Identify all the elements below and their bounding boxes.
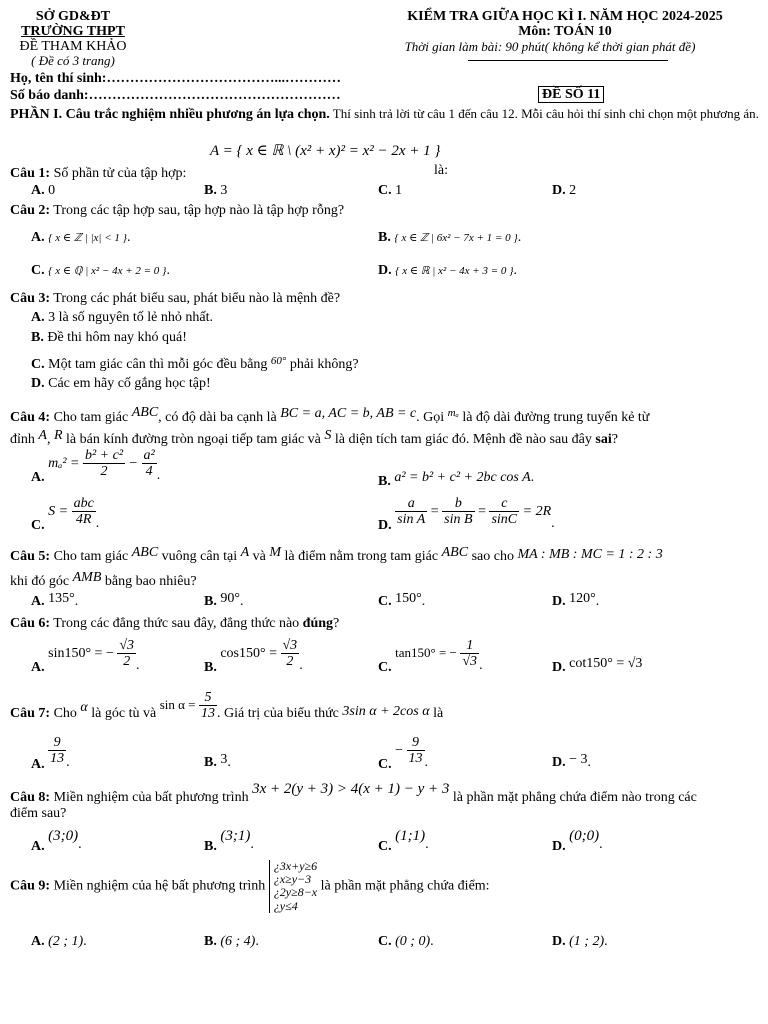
q9-stem: Câu 9: Miền nghiệm của hệ bất phương trình ¿3x+y≥6 ¿x≥y−3 ¿2y≥8−x ¿y≤4 là phần mặt phẳng chứa điểm: [10, 859, 490, 913]
q5-option-a[interactable]: A. 135°. [31, 591, 79, 609]
q6-option-d[interactable]: D. cot150° = √3 [552, 656, 643, 675]
part1-desc: Thí sinh trả lời từ câu 1 đến câu 12. Mỗi câu hỏi thí sinh chỉ chọn một phương án. [329, 106, 759, 121]
q2-label: Câu 2: [10, 203, 51, 218]
q7-stem: Câu 7: Cho α là góc tù và sin α = $\frac{5}{13}$ . Giá trị của biểu thức 3sin α + 2cos α là [10, 690, 444, 722]
exam-code: ĐỀ SỐ 11 [538, 86, 604, 103]
q5-stem-line1: Câu 5: Cho tam giác ABC vuông cân tại A và M là điểm nằm trong tam giác ABC sao cho MA : MB : MC = 1 : 2 : 3 [10, 545, 663, 564]
q6-label: Câu 6: [10, 616, 51, 631]
q6-option-b[interactable]: B. cos150° = $\frac{√3}{2}$ . [204, 638, 303, 676]
q2-stem [10, 203, 344, 219]
q8-stem-line1: Câu 8: Miền nghiệm của bất phương trình 3x + 2(y + 3) > 4(x + 1) − y + 3 là phần mặt phẳng chứa điểm nào trong các [10, 781, 697, 805]
q1-label: Câu 1: [10, 166, 51, 181]
q3-option-c[interactable]: C. Một tam giác cân thì mỗi góc đều bằng $^{60^\circ}$ phải không? [31, 355, 359, 372]
q9-label: Câu 9: [10, 878, 51, 894]
q5-option-b[interactable]: B. 90°. [204, 591, 244, 609]
q7-label: Câu 7: [10, 706, 51, 722]
q3-option-a[interactable]: A. 3 là số nguyên tố lẻ nhỏ nhất. [31, 310, 213, 325]
q8-option-d[interactable]: D. (0;0). [552, 828, 603, 854]
q5-option-d[interactable]: D. 120°. [552, 591, 600, 609]
ref-exam-label: ĐỀ THAM KHẢO [19, 39, 127, 54]
subject: Môn: TOÁN 10 [518, 24, 612, 39]
q6-option-c[interactable]: C. tan150° = − $\frac{1}{√3}$ . [378, 638, 483, 676]
q4-label: Câu 4: [10, 410, 51, 425]
q7-option-a[interactable]: A. $\frac{9}{13}$ . [31, 735, 70, 773]
candidate-name-line: Họ, tên thí sinh:………………………………...………… [10, 71, 341, 86]
q2-option-c[interactable]: C. { x ∈ ℚ | x² − 4x + 2 = 0 }. [31, 263, 170, 278]
q4-option-b[interactable]: B. a² = b² + c² + 2bc cos A. [378, 470, 535, 489]
q8-label: Câu 8: [10, 790, 51, 805]
q7-option-c[interactable]: C. − $\frac{9}{13}$ . [378, 735, 429, 773]
q9-option-c[interactable]: C. (0 ; 0). [378, 934, 434, 949]
q1-option-b[interactable]: B. 3 [204, 183, 228, 198]
q2-option-a[interactable]: A. { x ∈ ℤ | |x| < 1 }. [31, 230, 131, 245]
q3-option-b[interactable]: B. Đề thi hôm nay khó quá! [31, 330, 187, 345]
q3-label: Câu 3: [10, 291, 51, 306]
q2-option-b[interactable]: B. { x ∈ ℤ | 6x² − 7x + 1 = 0 }. [378, 230, 522, 245]
q1-stem [10, 166, 186, 182]
q1-set: A = { x ∈ ℝ \ (x² + x)² = x² − 2x + 1 } [210, 143, 441, 159]
page-count: ( Đề có 3 trang) [31, 53, 115, 68]
q6-stem: Câu 6: Trong các đẳng thức sau đây, đẳng thức nào đúng? [10, 616, 340, 631]
q4-stem-line2: đỉnh A, R là bán kính đường tròn ngoại tiếp tam giác và S là diện tích tam giác đó. Mệnh đề nào sau đây sai? [10, 428, 618, 447]
header-rule [468, 60, 668, 61]
school-name: TRƯỜNG THPT [21, 24, 125, 39]
q4-option-c[interactable]: C. S = $\frac{\text{abc}}{4R}$ . [31, 496, 100, 534]
q1-option-d[interactable]: D. 2 [552, 183, 577, 198]
q5-option-c[interactable]: C. 150°. [378, 591, 426, 609]
dept-name: SỞ GD&ĐT [35, 9, 111, 24]
q7-option-b[interactable]: B. 3. [204, 752, 231, 770]
part1-intro [10, 106, 760, 124]
q1-option-c[interactable]: C. 1 [378, 183, 403, 198]
q1-option-a[interactable]: A. 0 [31, 183, 56, 198]
q1-text: Số phần tử của tập hợp: [50, 166, 187, 181]
q9-system: ¿3x+y≥6 ¿x≥y−3 ¿2y≥8−x ¿y≤4 [269, 860, 317, 913]
q9-option-a[interactable]: A. (2 ; 1). [31, 934, 87, 949]
q8-option-a[interactable]: A. (3;0). [31, 828, 82, 854]
q4-stem-line1: Câu 4: Cho tam giác ABC, có độ dài ba cạnh là BC = a, AC = b, AB = c. Gọi $^{m_a}$ là độ dài đường trung tuyến kẻ từ [10, 405, 650, 425]
part1-title: PHẦN I. Câu trắc nghiệm nhiều phương án lựa chọn. [10, 107, 330, 122]
q8-option-c[interactable]: C. (1;1). [378, 828, 429, 854]
q7-option-d[interactable]: D. − 3. [552, 752, 592, 770]
q3-stem [10, 291, 340, 307]
candidate-id-line: Số báo danh:……………………………………………… [10, 88, 341, 103]
q2-option-d[interactable]: D. { x ∈ ℝ | x² − 4x + 3 = 0 }. [378, 263, 518, 278]
q9-option-b[interactable]: B. (6 ; 4). [204, 934, 259, 949]
q4-option-a[interactable]: A. mₐ² = $\frac{\text{b² + c²}}{2}$ − $\frac{\text{a²}}{4}$ . [31, 448, 161, 486]
q3-text: Trong các phát biểu sau, phát biểu nào là mệnh đề? [50, 291, 341, 306]
q8-stem-line2: điểm sau? [10, 806, 67, 821]
q1-tail: là: [434, 163, 448, 178]
q8-option-b[interactable]: B. (3;1). [204, 828, 254, 854]
q4-option-d[interactable]: D. $\frac{a}{\text{sin A}}$ = $\frac{b}{\text{sin B}}$ = $\frac{c}{\sin C}$ = 2R. [378, 496, 555, 534]
q6-option-a[interactable]: A. sin150° = − $\frac{√3}{2}$ . [31, 638, 140, 676]
q5-stem-line2: khi đó góc AMB bằng bao nhiêu? [10, 570, 197, 589]
q3-option-d[interactable]: D. Các em hãy cố gắng học tập! [31, 376, 211, 391]
exam-code-box [538, 87, 604, 103]
q9-option-d[interactable]: D. (1 ; 2). [552, 934, 608, 949]
exam-title: KIỂM TRA GIỮA HỌC KÌ I. NĂM HỌC 2024-2025 [407, 9, 723, 24]
q5-label: Câu 5: [10, 549, 51, 564]
exam-time: Thời gian làm bài: 90 phút( không kể thời gian phát đề) [404, 39, 696, 54]
q2-text: Trong các tập hợp sau, tập hợp nào là tập hợp rỗng? [50, 203, 345, 218]
